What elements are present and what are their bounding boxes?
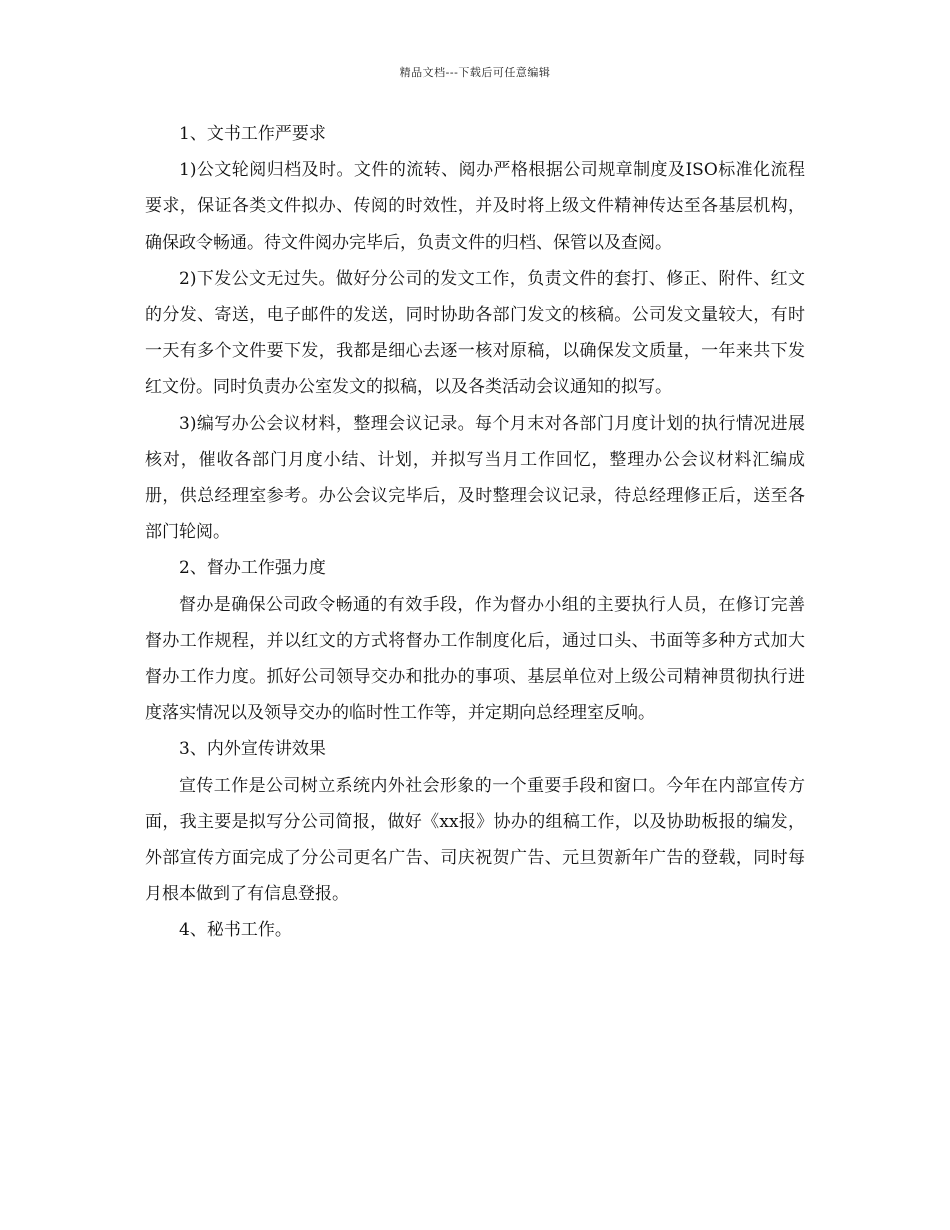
paragraph-1-3: 3)编写办公会议材料，整理会议记录。每个月末对各部门月度计划的执行情况进展核对，催收各部门月度小结、计划，并拟写当月工作回忆，整理办公会议材料汇编成册，供总经理室参考。办公会议完毕后，及时整理会议记录，待总经理修正后，送至各部门轮阅。 — [145, 413, 805, 543]
paragraph-2: 督办是确保公司政令畅通的有效手段，作为督办小组的主要执行人员，在修订完善督办工作规程，并以红文的方式将督办工作制度化后，通过口头、书面等多种方式加大督办工作力度。抓好公司领导交办和批办的事项、基层单位对上级公司精神贯彻执行进度落实情况以及领导交办的临时性工作等，并定期向总经理室反响。 — [145, 594, 805, 724]
document-body — [145, 116, 805, 949]
paragraph-1-2: 2)下发公文无过失。做好分公司的发文工作，负责文件的套打、修正、附件、红文的分发、寄送，电子邮件的发送，同时协助各部门发文的核稿。公司发文量较大，有时一天有多个文件要下发，我都是细心去逐一核对原稿，以确保发文质量，一年来共下发红文份。同时负责办公室发文的拟稿，以及各类活动会议通知的拟写。 — [145, 268, 805, 398]
section-heading-1: 1、文书工作严要求 — [179, 124, 326, 144]
section-heading-3: 3、内外宣传讲效果 — [179, 739, 326, 760]
section-heading-2: 2、督办工作强力度 — [179, 558, 326, 579]
page-header: 精品文档---下载后可任意编辑 — [399, 66, 551, 79]
paragraph-1-1: 1)公文轮阅归档及时。文件的流转、阅办严格根据公司规章制度及ISO标准化流程要求，保证各类文件拟办、传阅的时效性，并及时将上级文件精神传达至各基层机构，确保政令畅通。待文件阅办完毕后，负责文件的归档、保管以及查阅。 — [145, 160, 805, 253]
section-heading-4: 4、秘书工作。 — [179, 920, 292, 941]
paragraph-3: 宣传工作是公司树立系统内外社会形象的一个重要手段和窗口。今年在内部宣传方面，我主要是拟写分公司简报，做好《xx报》协办的组稿工作，以及协助板报的编发，外部宣传方面完成了分公司更名广告、司庆祝贺广告、元旦贺新年广告的登载，同时每月根本做到了有信息登报。 — [145, 775, 805, 905]
